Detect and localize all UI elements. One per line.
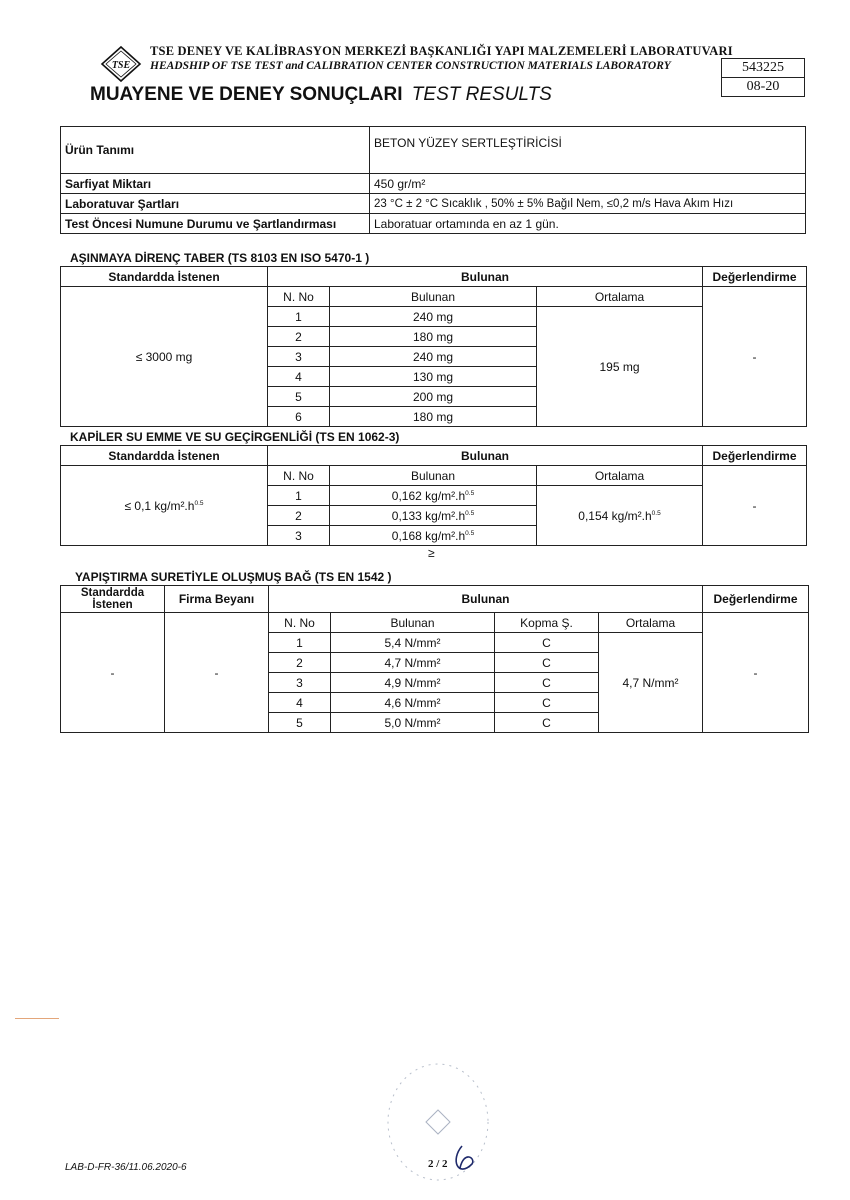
header-standard-line1: Standardda — [80, 587, 145, 599]
subheader-no: N. No — [269, 613, 331, 633]
taber-section-title: AŞINMAYA DİRENÇ TABER (TS 8103 EN ISO 5470-1 ) — [70, 251, 370, 265]
kapiler-standard-value — [61, 466, 268, 546]
info-value: BETON YÜZEY SERTLEŞTİRİCİSİ — [370, 127, 806, 174]
exponent: 0.5 — [465, 509, 475, 517]
subheader-average: Ortalama — [537, 466, 703, 486]
info-value: Laboratuar ortamında en az 1 gün. — [370, 214, 806, 234]
value-text: 0,162 kg/m².h — [391, 488, 466, 503]
info-label: Test Öncesi Numune Durumu ve Şartlandırması — [61, 214, 370, 234]
kapiler-evaluation: - — [703, 466, 807, 546]
row-value — [330, 486, 537, 506]
subheader-found: Bulunan — [331, 613, 495, 633]
row-break: C — [495, 673, 599, 693]
title-tr: MUAYENE VE DENEY SONUÇLARI — [90, 84, 403, 105]
header-found: Bulunan — [269, 586, 703, 613]
table-subheader-row — [61, 466, 807, 486]
header-found: Bulunan — [268, 267, 703, 287]
info-value: 450 gr/m² — [370, 174, 806, 194]
bond-section-title: YAPIŞTIRMA SURETİYLE OLUŞMUŞ BAĞ (TS EN 1542 ) — [75, 570, 392, 584]
ref-number: 543225 — [742, 60, 784, 75]
row-value: 5,0 N/mm² — [331, 713, 495, 733]
subheader-break: Kopma Ş. — [495, 613, 599, 633]
header-found: Bulunan — [268, 446, 703, 466]
row-no: 3 — [269, 673, 331, 693]
header-standard-line2: İstenen — [92, 599, 133, 611]
title-en: TEST RESULTS — [411, 84, 552, 105]
row-value: 4,7 N/mm² — [331, 653, 495, 673]
table-subheader-row — [61, 287, 807, 307]
exponent: 0.5 — [194, 499, 204, 507]
value-text: 0,133 kg/m².h — [391, 508, 466, 523]
row-break: C — [495, 633, 599, 653]
org-name-en: HEADSHIP OF TSE TEST and CALIBRATION CENTER CONSTRUCTION MATERIALS LABORATORY — [150, 60, 671, 72]
row-no: 4 — [269, 693, 331, 713]
row-no: 2 — [269, 653, 331, 673]
info-row — [61, 127, 806, 174]
bond-average: 4,7 N/mm² — [599, 633, 703, 733]
note-below-kapiler: ≥ — [428, 546, 435, 560]
exponent: 0.5 — [651, 509, 661, 517]
row-no: 5 — [268, 387, 330, 407]
tse-logo — [100, 45, 142, 83]
bond-table — [60, 585, 809, 733]
row-break: C — [495, 713, 599, 733]
page-number: 2 / 2 — [428, 1158, 448, 1170]
info-row — [61, 214, 806, 234]
subheader-average: Ortalama — [599, 613, 703, 633]
info-label: Sarfiyat Miktarı — [61, 174, 370, 194]
row-value — [330, 526, 537, 546]
info-row — [61, 194, 806, 214]
exponent: 0.5 — [465, 529, 475, 537]
reference-box — [721, 58, 805, 97]
table-header-row — [61, 586, 809, 613]
row-value: 240 mg — [330, 307, 537, 327]
bond-standard-value: - — [61, 613, 165, 733]
bond-evaluation: - — [703, 613, 809, 733]
header-evaluation: Değerlendirme — [703, 446, 807, 466]
bond-company-value: - — [165, 613, 269, 733]
ref-date: 08-20 — [722, 77, 804, 96]
row-no: 1 — [268, 486, 330, 506]
info-label: Ürün Tanımı — [61, 127, 370, 174]
row-no: 6 — [268, 407, 330, 427]
subheader-no: N. No — [268, 466, 330, 486]
subheader-found: Bulunan — [330, 287, 537, 307]
header-evaluation: Değerlendirme — [703, 586, 809, 613]
info-value: 23 °C ± 2 °C Sıcaklık , 50% ± 5% Bağıl Nem, ≤0,2 m/s Hava Akım Hızı — [370, 194, 806, 214]
taber-evaluation: - — [703, 287, 807, 427]
exponent: 0.5 — [465, 489, 475, 497]
row-no: 4 — [268, 367, 330, 387]
average-text: 0,154 kg/m².h — [578, 508, 652, 523]
row-no: 3 — [268, 526, 330, 546]
row-break: C — [495, 693, 599, 713]
subheader-average: Ortalama — [537, 287, 703, 307]
product-info-table — [60, 126, 806, 234]
header-company: Firma Beyanı — [165, 586, 269, 613]
row-value: 4,9 N/mm² — [331, 673, 495, 693]
taber-average: 195 mg — [537, 307, 703, 427]
standard-text: ≤ 0,1 kg/m².h — [124, 498, 195, 513]
row-value: 240 mg — [330, 347, 537, 367]
row-break: C — [495, 653, 599, 673]
table-header-row — [61, 446, 807, 466]
subheader-no: N. No — [268, 287, 330, 307]
header-standard: Standardda İstenen — [61, 446, 268, 466]
margin-mark — [15, 1018, 59, 1019]
taber-standard-value: ≤ 3000 mg — [61, 287, 268, 427]
row-value: 130 mg — [330, 367, 537, 387]
logo-text: TSE — [111, 60, 131, 71]
page-title — [90, 84, 552, 106]
row-value: 5,4 N/mm² — [331, 633, 495, 653]
row-value: 180 mg — [330, 327, 537, 347]
row-no: 2 — [268, 327, 330, 347]
row-value — [330, 506, 537, 526]
header-evaluation: Değerlendirme — [703, 267, 807, 287]
form-code: LAB-D-FR-36/11.06.2020-6 — [65, 1162, 187, 1173]
header-standard — [61, 586, 165, 613]
row-no: 2 — [268, 506, 330, 526]
header-standard: Standardda İstenen — [61, 267, 268, 287]
row-value: 180 mg — [330, 407, 537, 427]
value-text: 0,168 kg/m².h — [391, 528, 466, 543]
org-name-tr: TSE DENEY VE KALİBRASYON MERKEZİ BAŞKANLIĞI YAPI MALZEMELERİ LABORATUVARI — [150, 44, 733, 58]
taber-table — [60, 266, 807, 427]
row-no: 1 — [269, 633, 331, 653]
row-no: 5 — [269, 713, 331, 733]
row-no: 3 — [268, 347, 330, 367]
info-row — [61, 174, 806, 194]
row-value: 200 mg — [330, 387, 537, 407]
subheader-found: Bulunan — [330, 466, 537, 486]
kapiler-average — [537, 486, 703, 546]
row-no: 1 — [268, 307, 330, 327]
kapiler-table — [60, 445, 807, 546]
info-label: Laboratuvar Şartları — [61, 194, 370, 214]
kapiler-section-title: KAPİLER SU EMME VE SU GEÇİRGENLİĞİ (TS EN 1062-3) — [70, 430, 400, 444]
table-subheader-row — [61, 613, 809, 633]
row-value: 4,6 N/mm² — [331, 693, 495, 713]
table-header-row — [61, 267, 807, 287]
